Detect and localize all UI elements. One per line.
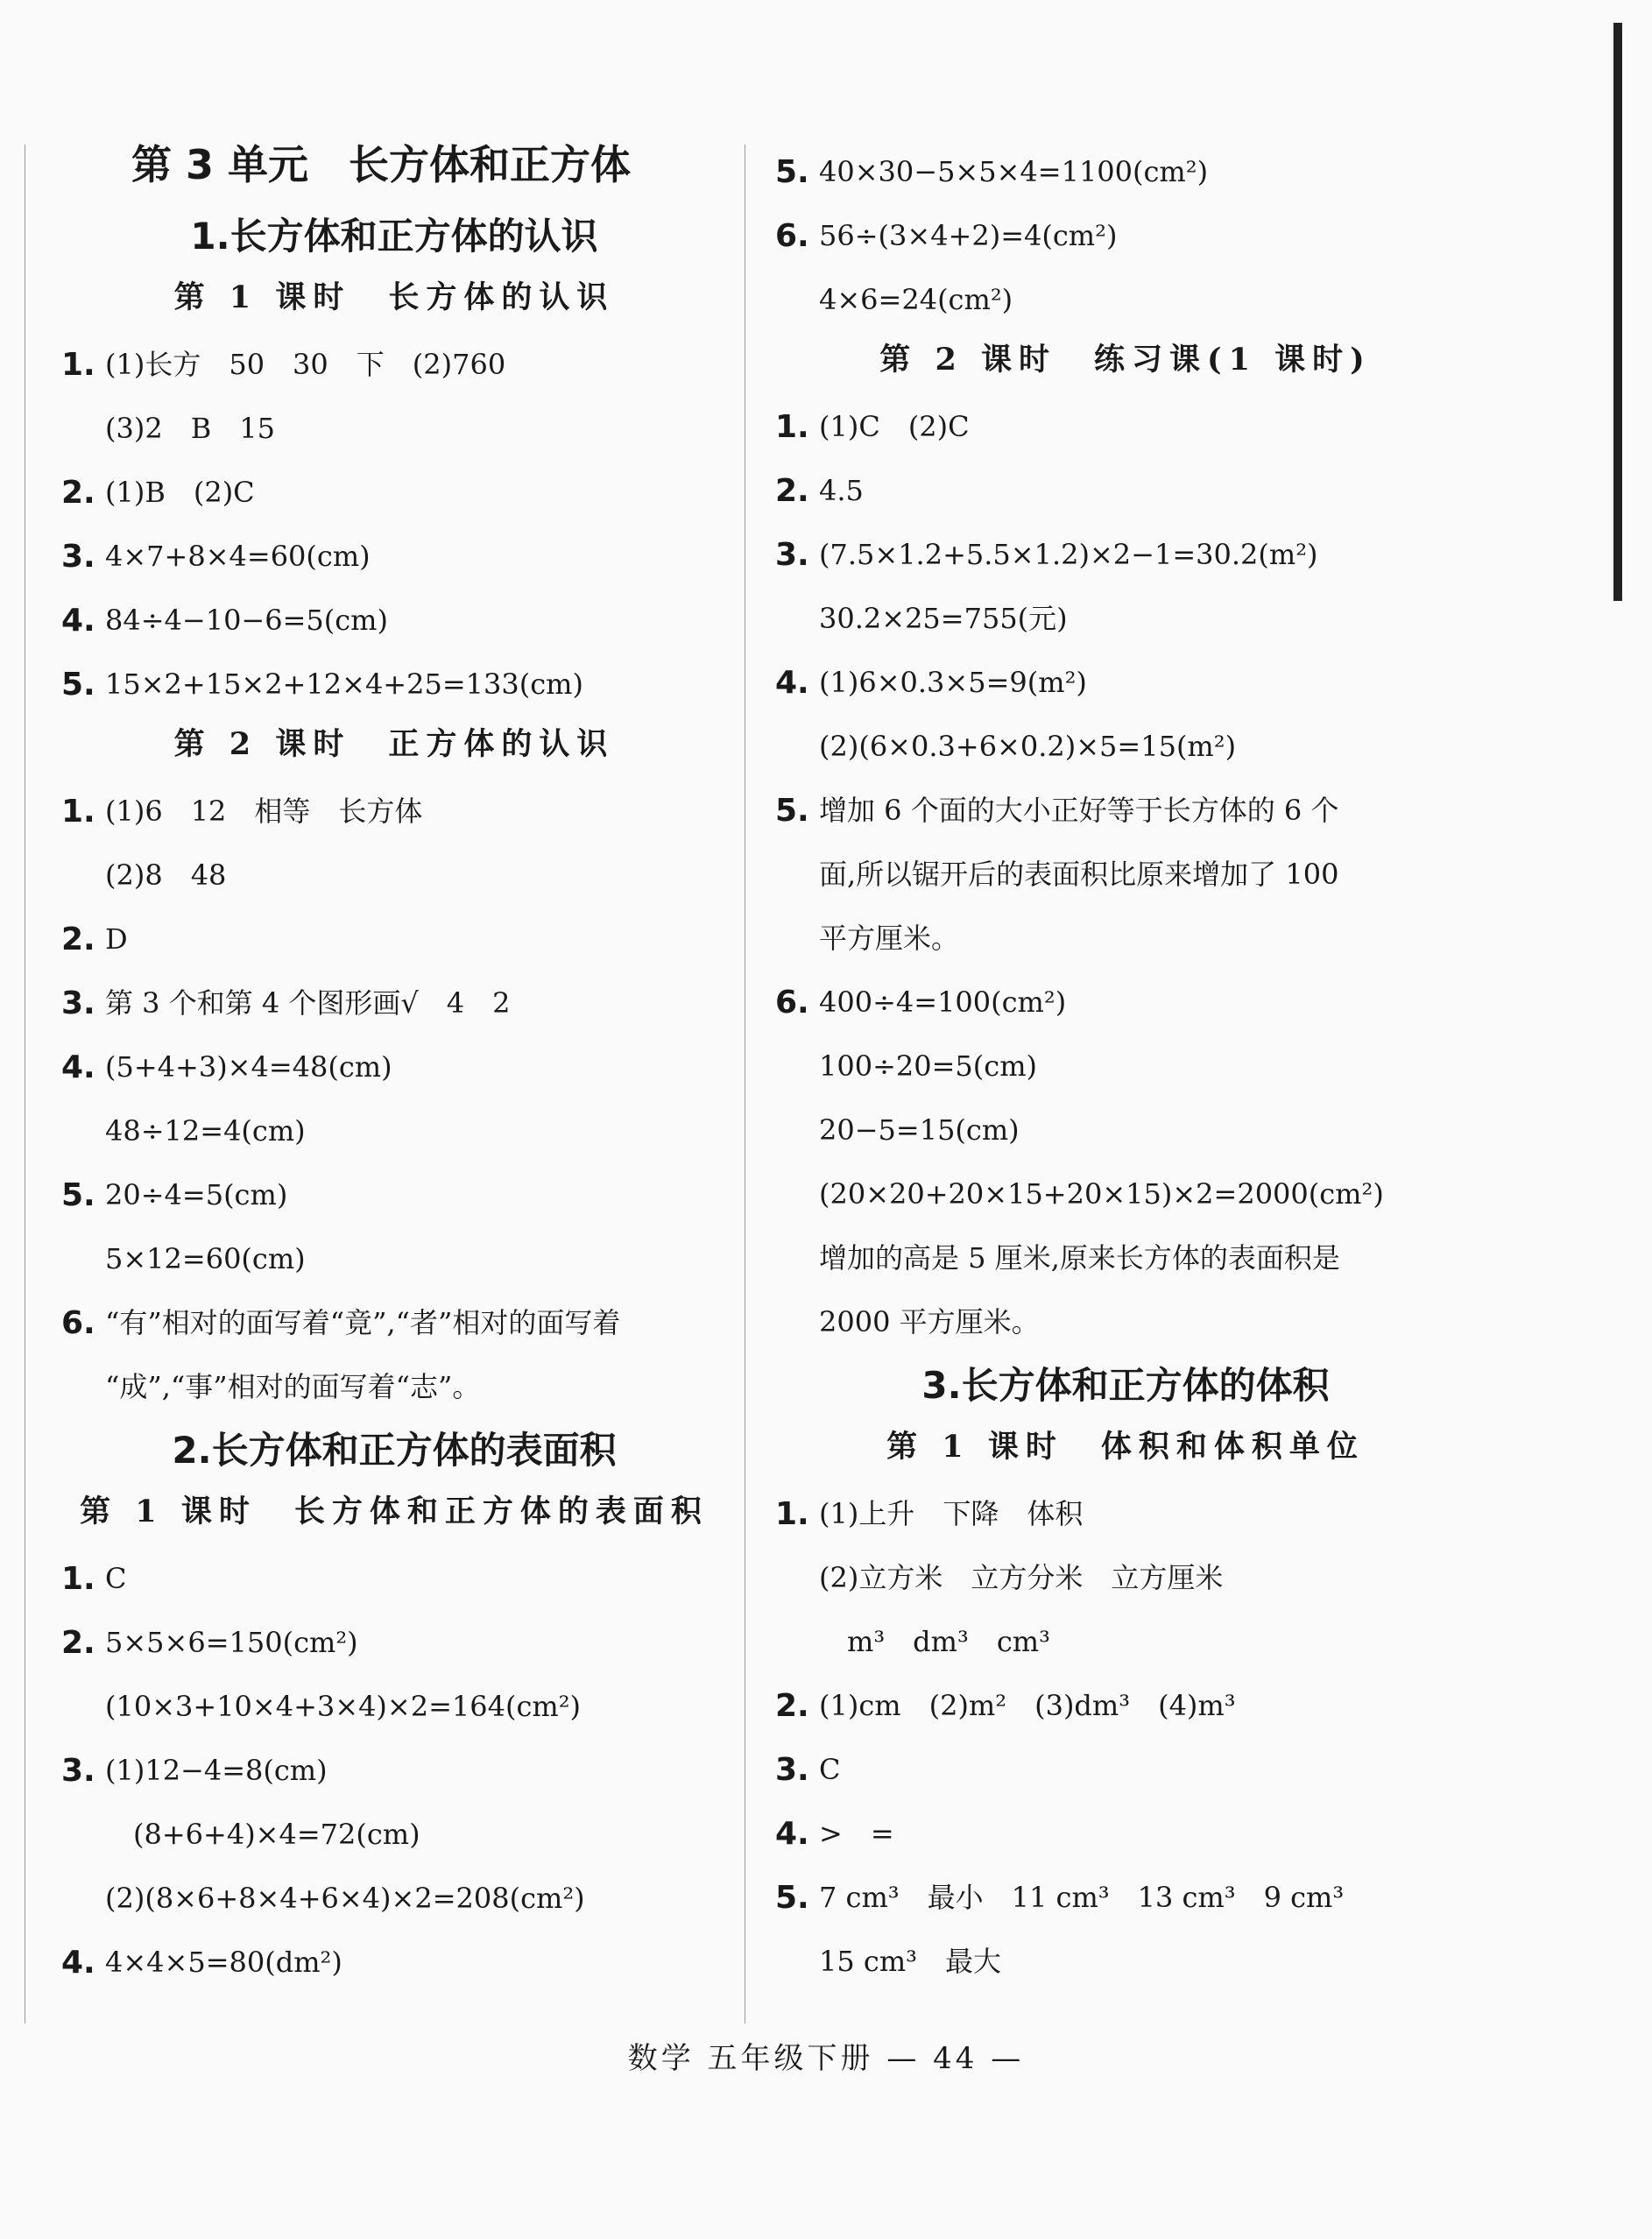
answer-line: 平方厘米。 [819, 922, 960, 955]
lesson-title: 第 2 课时 练习课(1 课时) [879, 342, 1372, 378]
answer-item [61, 525, 727, 589]
answer-line: 20−5=15(cm) [819, 1113, 1020, 1147]
left-column [61, 140, 727, 1995]
lesson-title: 第 1 课时 体积和体积单位 [886, 1429, 1365, 1465]
section-title: 2.长方体和正方体的表面积 [172, 1429, 617, 1472]
answer-item [775, 1674, 1476, 1738]
answer-line: (1)上升 下降 体积 [819, 1497, 1084, 1530]
answer-line: (8+6+4)×4=72(cm) [105, 1818, 420, 1851]
answer-item [61, 1163, 727, 1291]
answer-line: 56÷(3×4+2)=4(cm²) [819, 219, 1118, 252]
answer-line: (1)B (2)C [105, 476, 255, 509]
answer-item [61, 971, 727, 1035]
answer-line: 4×7+8×4=60(cm) [105, 540, 371, 573]
answer-item [775, 651, 1476, 779]
answer-item [775, 1802, 1476, 1866]
answer-line: (2)(6×0.3+6×0.2)×5=15(m²) [819, 730, 1237, 763]
item-number: 5. [61, 667, 95, 703]
item-number: 5. [775, 793, 809, 829]
item-number: 2. [61, 922, 95, 957]
item-number: 4. [61, 603, 95, 639]
answer-line: 30.2×25=755(元) [819, 602, 1068, 635]
answer-line: 增加 6 个面的大小正好等于长方体的 6 个 [819, 794, 1339, 827]
item-number: 6. [775, 985, 809, 1021]
answer-item [775, 459, 1476, 523]
answer-line: 100÷20=5(cm) [819, 1049, 1038, 1083]
answer-item [775, 140, 1476, 204]
item-number: 1. [61, 794, 95, 830]
item-number: 1. [61, 1561, 95, 1597]
answer-line: 增加的高是 5 厘米,原来长方体的表面积是 [819, 1241, 1340, 1275]
answer-item [61, 1547, 727, 1611]
answer-line: 2000 平方厘米。 [819, 1305, 1040, 1338]
item-number: 4. [775, 665, 809, 701]
item-number: 6. [775, 218, 809, 254]
answer-item [61, 780, 727, 908]
item-number: 2. [61, 475, 95, 511]
answer-line: > = [819, 1817, 894, 1850]
item-number: 3. [775, 1752, 809, 1788]
item-number: 5. [775, 1880, 809, 1916]
answer-line: (3)2 B 15 [105, 412, 275, 445]
page-edge-mark [1613, 23, 1622, 601]
answer-line: (1)C (2)C [819, 410, 970, 443]
answer-line: 40×30−5×5×4=1100(cm²) [819, 155, 1209, 188]
answer-line: (20×20+20×15+20×15)×2=2000(cm²) [819, 1177, 1384, 1211]
answer-line: 15×2+15×2+12×4+25=133(cm) [105, 667, 583, 701]
answer-item [775, 1482, 1476, 1674]
answer-line: (10×3+10×4+3×4)×2=164(cm²) [105, 1690, 582, 1723]
answer-line: D [105, 922, 128, 956]
item-number: 1. [61, 347, 95, 383]
item-number: 1. [775, 409, 809, 445]
answer-line: 15 cm³ 最大 [819, 1945, 1001, 1978]
item-number: 3. [61, 539, 95, 575]
answer-line: “成”,“事”相对的面写着“志”。 [105, 1370, 481, 1403]
item-number: 5. [775, 154, 809, 190]
answer-item [61, 908, 727, 971]
item-number: 6. [61, 1305, 95, 1341]
answer-item [775, 1866, 1476, 1994]
answer-line: C [819, 1753, 841, 1786]
answer-item [61, 653, 727, 717]
page-footer: 数学 五年级下册 — 44 — [627, 2041, 1025, 2076]
answer-line: (1)12−4=8(cm) [105, 1754, 328, 1787]
item-number: 2. [775, 1688, 809, 1724]
section-title: 1.长方体和正方体的认识 [190, 215, 598, 258]
answer-item [61, 1035, 727, 1163]
item-number: 3. [61, 1753, 95, 1789]
item-number: 2. [61, 1625, 95, 1661]
answer-line: 7 cm³ 最小 11 cm³ 13 cm³ 9 cm³ [819, 1881, 1345, 1914]
answer-line: 400÷4=100(cm²) [819, 985, 1067, 1019]
answer-line: 5×12=60(cm) [105, 1242, 306, 1275]
answer-item [61, 461, 727, 525]
item-number: 4. [61, 1945, 95, 1981]
answer-item [775, 523, 1476, 651]
answer-line: 4×4×5=80(dm²) [105, 1946, 342, 1979]
answer-item [61, 1931, 727, 1995]
item-number: 2. [775, 473, 809, 509]
answer-line: 84÷4−10−6=5(cm) [105, 604, 388, 637]
answer-line: (1)6 12 相等 长方体 [105, 795, 423, 828]
answer-item [775, 204, 1476, 332]
answer-line: (1)cm (2)m² (3)dm³ (4)m³ [819, 1689, 1236, 1722]
answer-item [775, 395, 1476, 459]
answer-line: 面,所以锯开后的表面积比原来增加了 100 [819, 858, 1339, 891]
lesson-title: 第 2 课时 正方体的认识 [173, 726, 615, 762]
answer-line: (2)(8×6+8×4+6×4)×2=208(cm²) [105, 1882, 585, 1915]
answer-item [61, 1611, 727, 1739]
answer-line: (1)6×0.3×5=9(m²) [819, 666, 1087, 699]
item-number: 3. [61, 985, 95, 1021]
lesson-title: 第 1 课时 长方体和正方体的表面积 [80, 1494, 709, 1529]
answer-line: (5+4+3)×4=48(cm) [105, 1050, 392, 1084]
answer-line: 第 3 个和第 4 个图形画√ 4 2 [105, 986, 511, 1020]
item-number: 4. [61, 1049, 95, 1085]
answer-line: C [105, 1562, 127, 1595]
answer-line: (2)8 48 [105, 858, 227, 892]
item-number: 1. [775, 1496, 809, 1532]
answer-item [61, 333, 727, 461]
item-number: 3. [775, 537, 809, 573]
item-number: 5. [61, 1177, 95, 1213]
answer-line: 4.5 [819, 474, 864, 507]
lesson-title: 第 1 课时 长方体的认识 [173, 279, 615, 315]
section-title: 3.长方体和正方体的体积 [921, 1364, 1330, 1407]
answer-item [775, 971, 1476, 1354]
answer-line: (2)立方米 立方分米 立方厘米 [819, 1561, 1224, 1594]
answer-line: 48÷12=4(cm) [105, 1114, 306, 1148]
answer-item [775, 1738, 1476, 1802]
answer-line: “有”相对的面写着“竟”,“者”相对的面写着 [105, 1306, 621, 1339]
answer-item [61, 589, 727, 653]
answer-item [775, 779, 1476, 971]
answer-item [61, 1291, 727, 1419]
answer-line: (1)长方 50 30 下 (2)760 [105, 348, 506, 381]
unit-title: 第 3 单元 长方体和正方体 [131, 141, 632, 188]
right-column [775, 140, 1476, 1994]
answer-line: (7.5×1.2+5.5×1.2)×2−1=30.2(m²) [819, 538, 1318, 571]
item-number: 4. [775, 1816, 809, 1852]
answer-line: 4×6=24(cm²) [819, 283, 1013, 316]
answer-item [61, 1739, 727, 1931]
answer-line: 5×5×6=150(cm²) [105, 1626, 358, 1659]
answer-line: 20÷4=5(cm) [105, 1178, 288, 1211]
answer-line: m³ dm³ cm³ [819, 1625, 1050, 1658]
